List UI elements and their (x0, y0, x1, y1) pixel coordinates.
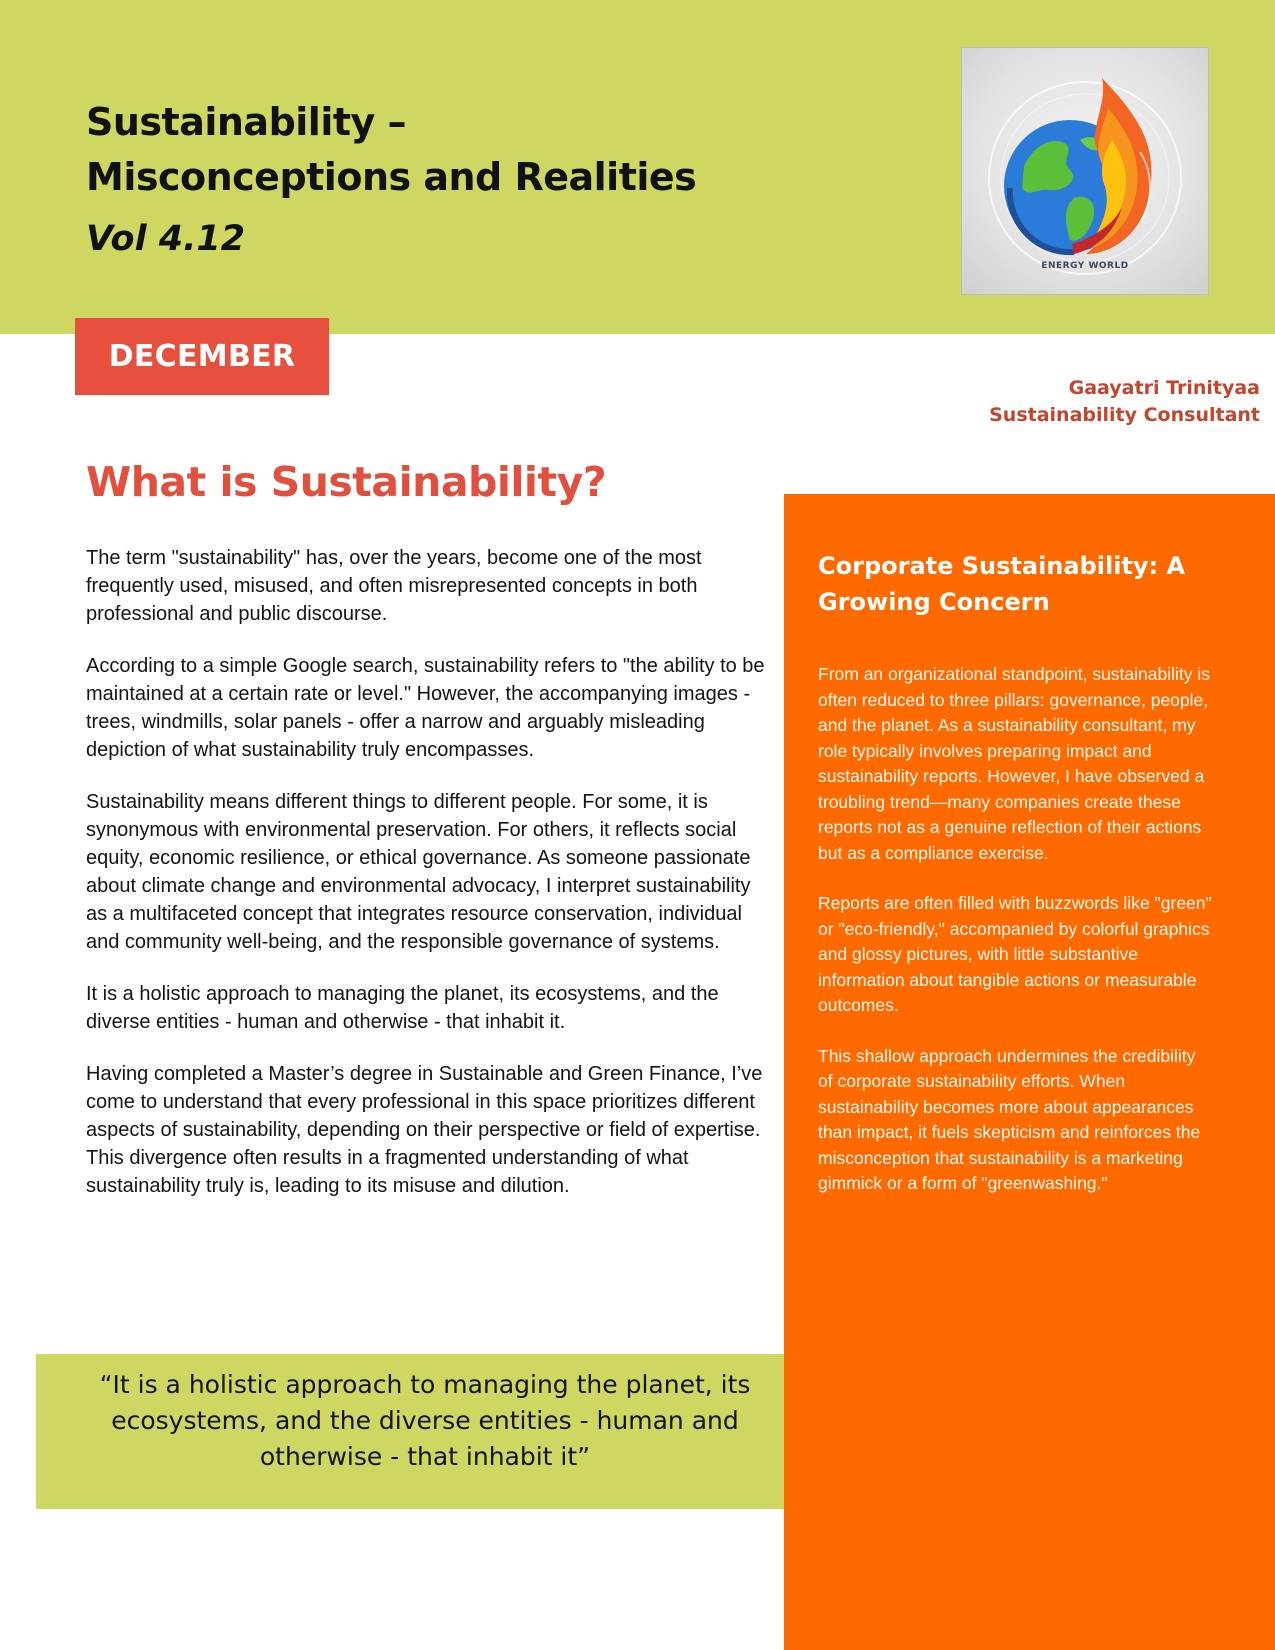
month-tag (75, 318, 329, 395)
article-paragraph: It is a holistic approach to managing the planet, its ecosystems, and the diverse entities - human and otherwise - that inhabit it. (86, 983, 719, 1033)
newsletter-title-line-2: Misconceptions and Realities (86, 155, 697, 199)
article-paragraph: The term "sustainability" has, over the years, become one of the most frequently used, misused, and often misrepresented concepts in both professional and public discourse. (86, 547, 702, 625)
energy-world-logo (962, 48, 1208, 294)
volume-label: Vol 4.12 (86, 219, 246, 259)
sidebar-paragraph: From an organizational standpoint, sustainability is often reduced to three pillars: governance, people, and the planet. As a sustainability consultant, my role typically involves preparing impact and sustainability reports. However, I have observed a troubling trend—many companies create these reports not as a genuine reflection of their actions but as a compliance exercise. (818, 664, 1211, 863)
sidebar-paragraph: This shallow approach undermines the credibility of corporate sustainability efforts. When sustainability becomes more about appearances than impact, it fuels skepticism and reinforces the misconception that sustainability is a marketing gimmick or a form of "greenwashing." (818, 1045, 1201, 1193)
article-paragraph: Having completed a Master’s degree in Sustainable and Green Finance, I’ve come to understand that every professional in this space prioritizes different aspects of sustainability, depending on their perspective or field of expertise. This divergence often results in a fragmented understanding of what sustainability truly is, leading to its misuse and dilution. (86, 1063, 763, 1197)
author-role: Sustainability Consultant (989, 404, 1260, 426)
author-block (989, 375, 1260, 429)
pull-quote: “It is a holistic approach to managing the planet, its ecosystems, and the diverse entities - human and otherwise - that inhabit it” (99, 1370, 751, 1471)
article-body (86, 544, 766, 1224)
article-paragraph: According to a simple Google search, sustainability refers to "the ability to be maintained at a certain rate or level." However, the accompanying images - trees, windmills, solar panels - offer a narrow and arguably misleading depiction of what sustainability truly encompasses. (86, 655, 765, 761)
article-heading: What is Sustainability? (86, 458, 607, 506)
globe-flame-icon (962, 48, 1208, 294)
newsletter-title-line-1: Sustainability – (86, 100, 407, 144)
sidebar-paragraph: Reports are often filled with buzzwords like "green" or "eco-friendly," accompanied by colorful graphics and glossy pictures, with little substantive information about tangible actions or measurable outcomes. (818, 893, 1212, 1015)
logo-caption: ENERGY WORLD (1041, 261, 1129, 271)
author-name: Gaayatri Trinityaa (1068, 377, 1260, 399)
month-label: DECEMBER (108, 339, 296, 374)
sidebar-body (818, 662, 1213, 1222)
article-paragraph: Sustainability means different things to different people. For some, it is synonymous with environmental preservation. For others, it reflects social equity, economic resilience, or ethical governance. As someone passionate about climate change and environmental advocacy, I interpret sustainability as a multifaceted concept that integrates resource conservation, individual and community well-being, and the responsible governance of systems. (86, 791, 751, 953)
sidebar-heading: Corporate Sustainability: A Growing Concern (818, 552, 1186, 616)
